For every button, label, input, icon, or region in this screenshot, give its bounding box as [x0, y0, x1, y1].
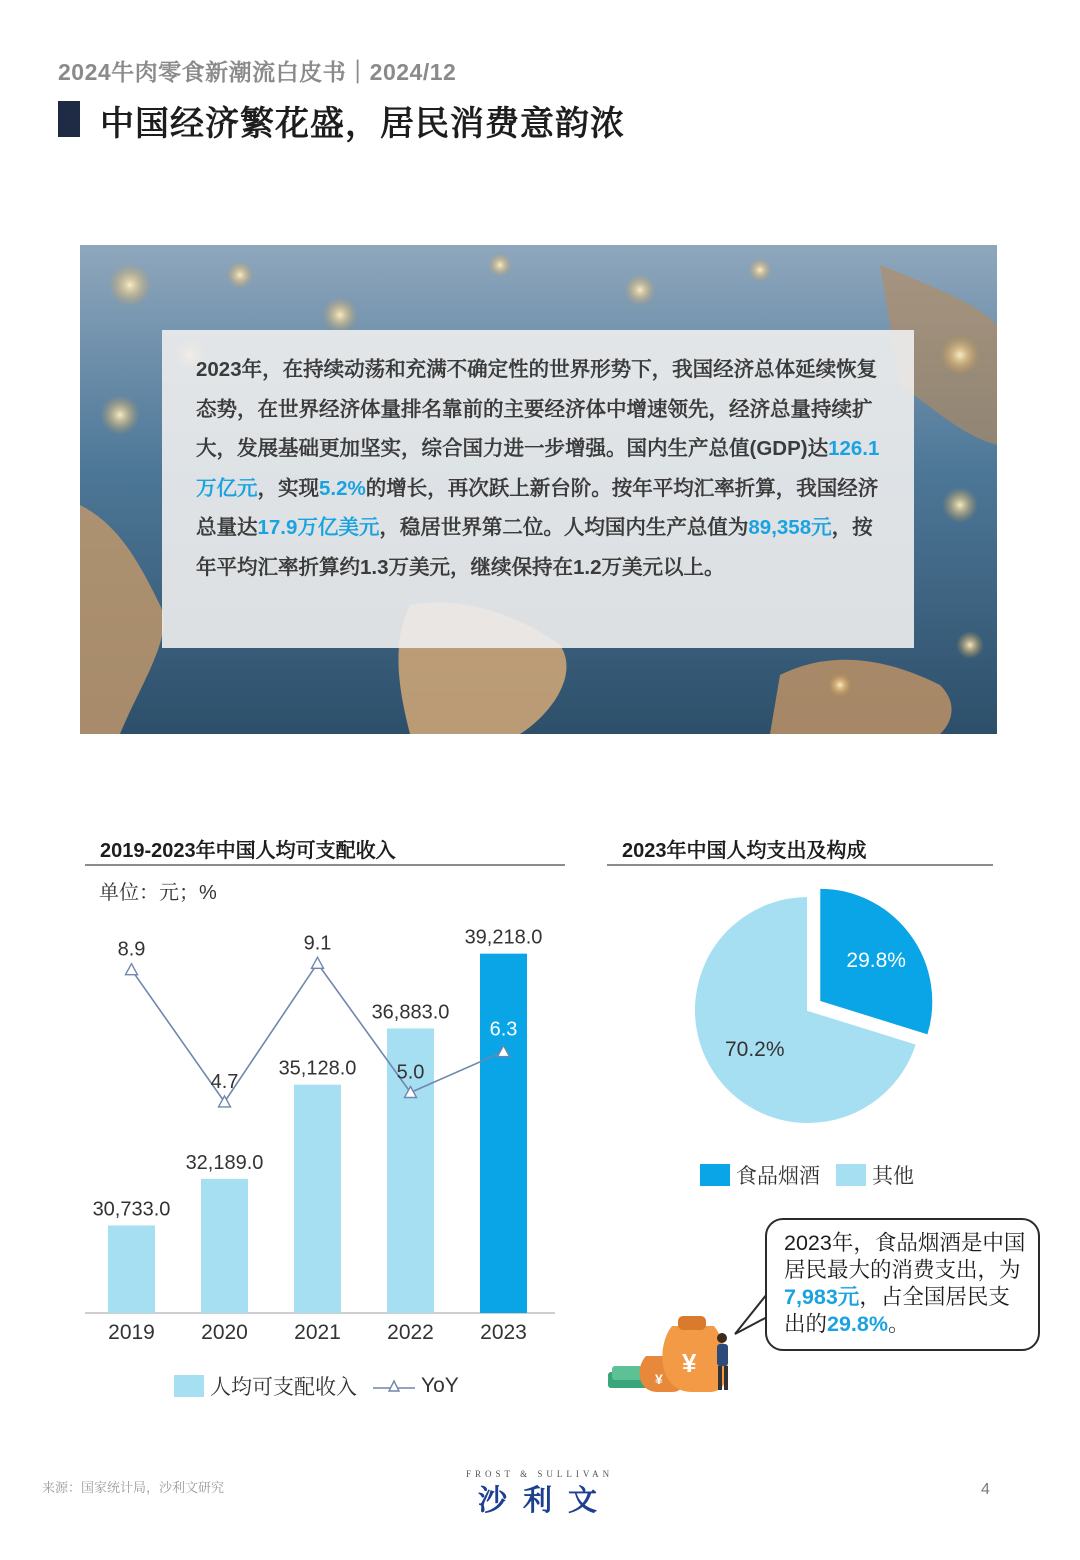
pie-chart-legend: [700, 1160, 914, 1190]
bar-value-label-2019: 30,733.0: [92, 1198, 171, 1221]
hero-paragraph: [196, 350, 884, 588]
legend-line-marker-icon: [373, 1375, 415, 1397]
callout-speech-bubble: [765, 1218, 1040, 1351]
hero-text-segment: ，按年平均汇率折算约1.3万美元，继续保持在1.2万美元以上。: [196, 516, 873, 579]
income-bar-chart: [75, 915, 565, 1355]
callout-text: 。: [887, 1312, 910, 1336]
pie-chart-title-rule: [607, 864, 993, 866]
legend-other-label: 其他: [872, 1165, 914, 1188]
logo-frost-sullivan: FROST & SULLIVAN: [466, 1469, 614, 1479]
bar-value-label-2023: 39,218.0: [464, 926, 543, 949]
hero-banner: [80, 245, 997, 734]
legend-food-label: 食品烟酒: [736, 1165, 820, 1188]
bar-2019: [108, 1225, 155, 1313]
x-tick-label-2019: 2019: [108, 1321, 155, 1344]
bar-2021: [294, 1085, 341, 1313]
yoy-value-label-2022: 5.0: [396, 1061, 425, 1084]
bar-chart-title: 2019-2023年中国人均可支配收入: [100, 840, 396, 862]
heading-accent-bar: [58, 101, 80, 137]
hero-text-segment: ，实现: [257, 476, 319, 500]
hero-text-segment: 2023年，在持续动荡和充满不确定性的世界形势下，我国经济总体延续恢复态势，在世界经济体量排名靠前的主要经济体中增速领先，经济总量持续扩大，发展基础更加坚实，综合国力进一步增强。国内生产总值(GDP)达: [196, 358, 878, 461]
bar-value-label-2020: 32,189.0: [185, 1151, 264, 1174]
bar-2020: [201, 1179, 248, 1313]
report-title: 2024牛肉零食新潮流白皮书｜2024/12: [58, 59, 457, 85]
hero-text-segment: 的增长，再次跃上新台阶。按年平均汇率折算，我国经济总量达: [196, 476, 879, 540]
pie-label-食品烟酒: 29.8%: [846, 948, 906, 972]
x-tick-label-2023: 2023: [480, 1321, 527, 1344]
legend-other-swatch: [836, 1164, 866, 1186]
pie-label-其他: 70.2%: [724, 1038, 785, 1062]
callout-food-share-value: 29.8%: [827, 1312, 888, 1336]
x-tick-label-2022: 2022: [387, 1321, 434, 1344]
hero-text-segment: ，稳居世界第二位。人均国内生产总值为: [379, 516, 749, 540]
pie-chart-title: 2023年中国人均支出及构成: [622, 840, 867, 862]
gdp-growth-value: 5.2%: [319, 476, 366, 500]
bar-chart-unit: 单位：元；%: [99, 882, 217, 904]
yoy-value-label-2021: 9.1: [303, 932, 332, 955]
legend-line-label: YoY: [421, 1374, 459, 1397]
yoy-value-label-2019: 8.9: [117, 938, 146, 961]
legend-food-swatch: [700, 1164, 730, 1186]
money-bag-illustration: [606, 1306, 736, 1396]
bar-2023: [480, 954, 527, 1313]
gdp-value: 126.1万亿元: [196, 437, 880, 500]
svg-text:¥: ¥: [682, 1348, 697, 1378]
x-tick-label-2020: 2020: [201, 1321, 248, 1344]
logo-main: 沙利文: [478, 1485, 614, 1517]
gdp-usd-value: 17.9万亿美元: [257, 516, 380, 540]
yoy-marker-2021: [312, 957, 324, 968]
bar-chart-title-rule: [85, 864, 565, 866]
gdp-per-capita-value: 89,358元: [748, 516, 832, 540]
page-number: 4: [981, 1481, 990, 1498]
svg-text:¥: ¥: [655, 1371, 663, 1387]
footer-source: 来源：国家统计局，沙利文研究: [42, 1480, 225, 1495]
yoy-value-label-2020: 4.7: [210, 1070, 239, 1093]
hero-text-card: [162, 330, 914, 648]
bar-value-label-2022: 36,883.0: [371, 1001, 450, 1024]
page-heading: 中国经济繁花盛，居民消费意韵浓: [100, 105, 625, 143]
expenditure-pie-chart: [690, 888, 950, 1138]
bar-value-label-2021: 35,128.0: [278, 1057, 357, 1080]
yoy-line: [132, 963, 504, 1102]
yoy-value-label-2023: 6.3: [489, 1018, 518, 1041]
bar-chart-legend: [174, 1371, 459, 1401]
legend-bar-swatch: [174, 1375, 204, 1397]
yoy-marker-2019: [126, 964, 138, 975]
x-tick-label-2021: 2021: [294, 1321, 341, 1344]
callout-text: 2023年，食品烟酒是中国居民最大的消费支出，为: [784, 1231, 1026, 1282]
legend-bar-label: 人均可支配收入: [210, 1376, 357, 1399]
yoy-marker-2020: [219, 1096, 231, 1107]
callout-text: ，占全国居民支出的: [784, 1285, 1010, 1336]
callout-food-expense-value: 7,983元: [784, 1285, 860, 1309]
